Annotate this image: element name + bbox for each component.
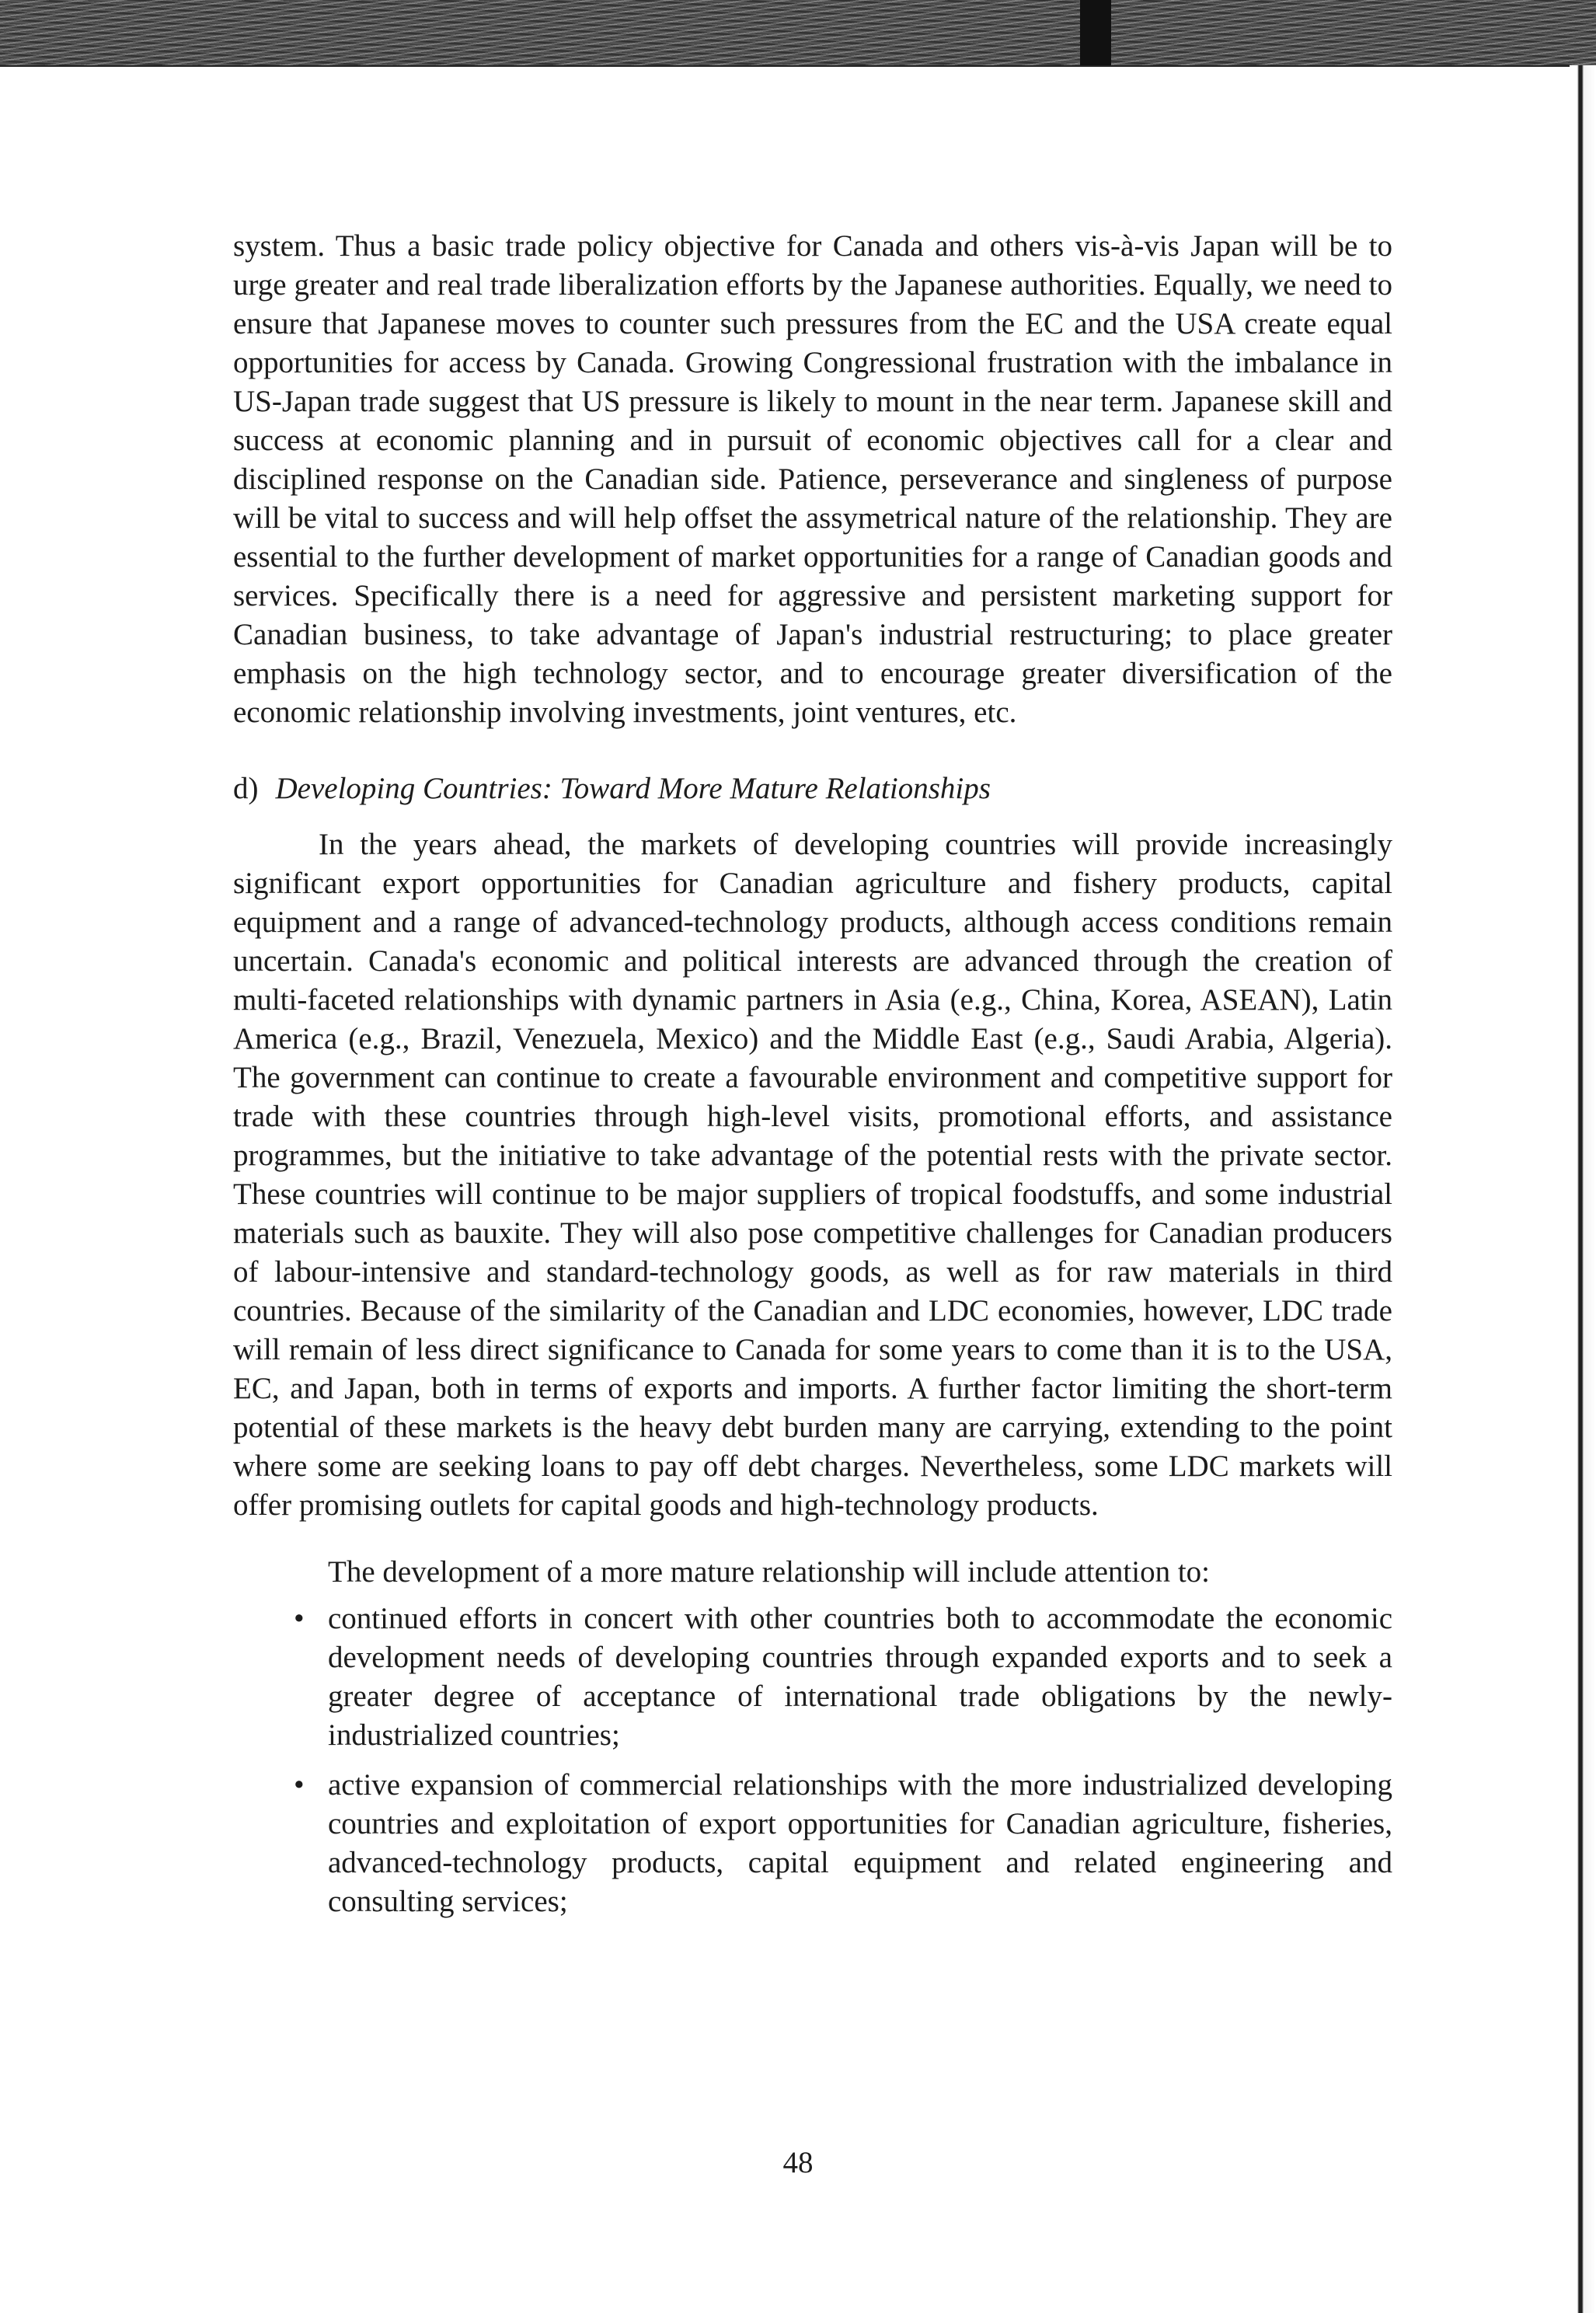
list-item-text: active expansion of commercial relationships with the more industrialized developing countries and exploitation of export opportunities for Canadian agriculture, fisheries, advanced-technology products, capital equipment and related engineering and consulting services; bbox=[328, 1768, 1392, 1918]
scan-top-border bbox=[0, 0, 1596, 67]
bullet-list bbox=[233, 1600, 1392, 1921]
lead-in-paragraph: The development of a more mature relationship will include attention to: bbox=[328, 1555, 1210, 1589]
page-number: 48 bbox=[782, 2146, 814, 2179]
document-page bbox=[233, 227, 1392, 1932]
section-letter: d) bbox=[233, 772, 259, 805]
scan-binding-mark bbox=[1080, 0, 1111, 65]
scan-right-edge bbox=[1570, 65, 1596, 2313]
list-item bbox=[233, 1766, 1392, 1921]
bullet-icon: • bbox=[294, 1602, 305, 1635]
intro-paragraph: system. Thus a basic trade policy objective for Canada and others vis-à-vis Japan will be to urge greater and real trade liberalization efforts by the Japanese authorities. Equally, we need to ensure that Japanese moves to counter such pressures from the EC and the USA create equal opportunities for access by Canada. Growing Congressional frustration with the imbalance in US-Japan trade suggest that US pressure is likely to mount in the near term. Japanese skill and success at economic planning and in pursuit of economic objectives call for a clear and disciplined response on the Canadian side. Patience, perseverance and singleness of purpose will be vital to success and will help offset the assymetrical nature of the relationship. They are essential to the further development of market opportunities for a range of Canadian goods and services. Specifically there is a need for aggressive and persistent marketing support for Canadian business, to take advantage of Japan's industrial restructuring; to place greater emphasis on the high technology sector, and to encourage greater diversification of the economic relationship involving investments, joint ventures, etc. bbox=[233, 229, 1392, 729]
section-heading bbox=[233, 769, 1392, 808]
body-paragraph: In the years ahead, the markets of developing countries will provide increasingly significant export opportunities for Canadian agriculture and fishery products, capital equipment and a range of advanced-technology products, although access conditions remain uncertain. Canada's economic and political interests are advanced through the creation of multi-faceted relationships with dynamic partners in Asia (e.g., China, Korea, ASEAN), Latin America (e.g., Brazil, Venezuela, Mexico) and the Middle East (e.g., Saudi Arabia, Algeria). The government can continue to create a favourable environment and competitive support for trade with these countries through high-level visits, promotional efforts, and assistance programmes, but the initiative to take advantage of the potential rests with the private sector. These countries will continue to be major suppliers of tropical foodstuffs, and some industrial materials such as bauxite. They will also pose competitive challenges for Canadian producers of labour-intensive and standard-technology goods, as well as for raw materials in third countries. Because of the similarity of the Canadian and LDC economies, however, LDC trade will remain of less direct significance to Canada for some years to come than it is to the USA, EC, and Japan, both in terms of exports and imports. A further factor limiting the short-term potential of these markets is the heavy debt burden many are carrying, extending to the point where some are seeking loans to pay off debt charges. Nevertheless, some LDC markets will offer promising outlets for capital goods and high-technology products. bbox=[233, 828, 1392, 1522]
list-item-text: continued efforts in concert with other countries both to accommodate the economic development needs of developing countries through expanded exports and to seek a greater degree of acceptance of international trade obligations by the newly-industrialized countries; bbox=[328, 1602, 1392, 1752]
list-item bbox=[233, 1600, 1392, 1755]
section-title: Developing Countries: Toward More Mature Relationships bbox=[275, 772, 991, 805]
bullet-icon: • bbox=[294, 1768, 305, 1802]
